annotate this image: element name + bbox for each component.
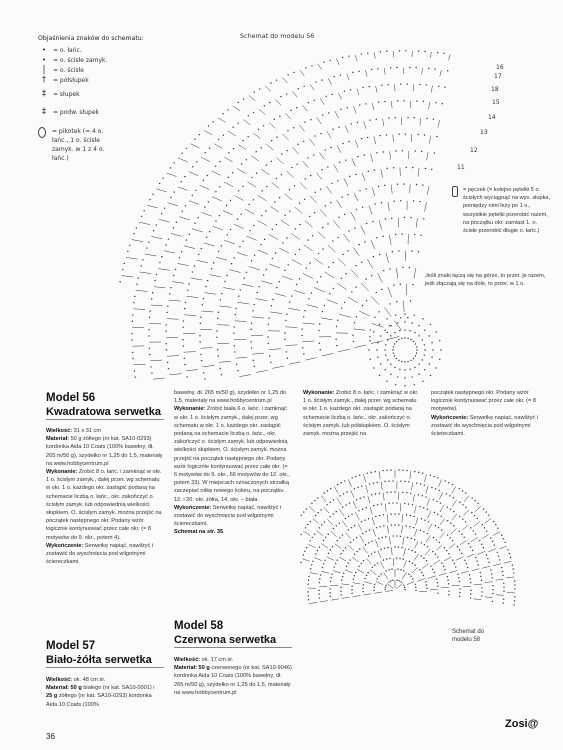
model-57-text (46, 676, 164, 709)
model-58-label: Model 58 (174, 620, 224, 632)
round-number: 14 (488, 114, 496, 121)
paragraph-label: Wykonanie: (174, 406, 206, 413)
paragraph-label: Wielkość: (46, 428, 73, 434)
paragraph-text: początek następnego okr. Podany wzór logicznie kontynuować przez całe okr. (= 8 motywów). (431, 390, 536, 413)
paragraph-text: czerwonego (nr kat. SA10-9046) kordonka Aida 10 Coats (100% bawełny, dł. 265 m/50 g), szydełko nr 1,25 do 1,5, materiały na www.hobbycentrum.pl (174, 665, 292, 696)
paragraph-label: Materiał: 50 g (174, 665, 210, 672)
model-56-column-2 (174, 389, 292, 537)
peczek-note: = pęczek (= kolejno pętelki 5 o. ścisłych wyciągnąć na wys. słupka, pomiędzy nimi leży po 1 o., wszystkie pętelki przerobić razem, na początku okr. zamiast 1. o. ścisłe przerobić długie o. łańc.) (452, 186, 552, 235)
paragraph (174, 405, 292, 503)
paragraph-label: Wykończenie: (174, 504, 212, 511)
model-57-label: Model 57 (46, 640, 96, 652)
model-56-column-4 (431, 389, 549, 438)
legend-symbol-icon: ‡ (41, 88, 47, 99)
model-56-column-3 (303, 389, 421, 438)
legend-items (38, 45, 148, 121)
paragraph (46, 676, 164, 684)
model-57-name: Biało-żółta serwetka (46, 654, 164, 668)
paragraph (46, 542, 164, 567)
legend (38, 34, 148, 163)
paragraph-text: 31 x 31 cm (72, 428, 101, 434)
round-number: 18 (491, 86, 499, 93)
watermark: Zosi@ (505, 718, 539, 730)
paragraph-text: ok. 17 cm śr. (200, 657, 234, 663)
paragraph (174, 664, 292, 697)
legend-pikotek: = pikotek (= 4 o. łańc., 1 o. ścisłe zamyk. w 1 z 4 o. łańc.) (38, 127, 148, 163)
legend-symbol-icon: | (42, 64, 46, 75)
paragraph-label: Wielkość: (174, 657, 201, 663)
paragraph (174, 656, 292, 664)
legend-symbol-icon: • (41, 45, 47, 54)
legend-item-label: = o. ścisłe zamyk. (53, 56, 108, 64)
legend-item-label: = o. łańc. (53, 46, 82, 54)
page-number: 36 (46, 732, 55, 741)
peczek-icon (452, 186, 458, 197)
schema-58-title: Schemat do modelu 58 (452, 629, 485, 644)
arrow-note: Jeśli znaki łączą się na górze, to przer. je razem, jeśli złączają się na dole, to przer. w 1 o. (425, 273, 546, 288)
paragraph-label: Wykończenie: (46, 542, 84, 549)
paragraph-label: 25 g (46, 693, 58, 700)
schema-58-drawing (300, 469, 515, 605)
paragraph-text: białego (nr kat. SA10-0001) i (81, 685, 155, 692)
paragraph-label: Wielkość: (46, 677, 73, 683)
paragraph (431, 389, 549, 414)
paragraph-label: Wykończenie: (431, 414, 469, 421)
legend-symbol-icon: • (41, 55, 47, 64)
paragraph-text: Serwetkę napiąć, nawilżyć i zostawić do wyschnięcia pod wilgotnymi ściereczkami. (174, 504, 282, 528)
paragraph (46, 427, 164, 435)
paragraph-text: 50 g żółtego (nr kat. SA10-0293) kordonka Aida 10 Coats (100% bawełny, dł. 265 m/50 g), szydełko nr 1,25 do 1,5, materiały na www.hobbycentrum.pl (46, 436, 163, 467)
legend-item (38, 75, 148, 85)
paragraph-text: Zrobić biała 6 o. łańc. i zamknąć w okr. 1 o. ścisłym zamyk., dalej przer. wg schematu w okr. 1 o. każdego okr. zastąpić podaną na schemacie liczbą o. łańc., okr. zakończyć o. ścisłym zamyk. lub odpowiednią wielkości słupkiem. O. ścisłym zamyk. można przejść na początek następnego okr. Podany wzór logicznie kontynuować przez całe okr. (= 6 motywów do 9. okr., 66 motywów do 12. okr., potem 33). W miejscach oznaczonych strzałką zaczepiać nitkę nowego koloru, na początku 12. i 20. okr. żółta, 14. okr. – biała. (174, 406, 290, 503)
paragraph-label: Materiał: (46, 436, 70, 443)
legend-title: Objaśnienia znaków do schematu: (38, 35, 144, 42)
paragraph-text: bawełny, dł. 265 m/50 g), szydełko nr 1,25 do 1,5, materiały na www.hobbycentrum.pl (174, 390, 287, 405)
legend-item (38, 55, 148, 65)
model-56-label: Model 56 (46, 392, 96, 404)
paragraph-text: Serwetkę napiąć, nawilżyć i zostawić do wyschnięcia pod wilgotnymi ściereczkami. (431, 414, 539, 438)
paragraph (46, 684, 164, 692)
paragraph-label: Wykonanie: (46, 469, 78, 476)
round-number: 16 (496, 64, 504, 71)
round-number: 12 (470, 147, 478, 154)
legend-item-label: = półsłupek (53, 76, 89, 84)
paragraph-label: Wykonanie: (303, 390, 335, 396)
paragraph (46, 692, 164, 708)
round-number: 15 (492, 99, 500, 106)
paragraph (46, 468, 164, 542)
paragraph-text: Zrobić 8 o. łańc. i zamknąć w okr. 1 o. ścisłym zamyk., dalej przer. wg schematu w okr. 1 o. każdego okr. zastąpić podaną na schemacie liczbą o. łańc., okr. zakończyć o. ścisłym zamyk. lub odpowiednią wielkości słupkiem. O. ścisłym zamyk. można przejść na początek następnego okr. Podany wzór logicznie kontynuować przez całe okr. (= 8 motywów do 9. okr., potem 4). (46, 469, 162, 541)
round-number: 13 (480, 129, 488, 136)
paragraph (174, 504, 292, 529)
paragraph (174, 528, 292, 536)
legend-item (38, 85, 148, 103)
legend-item-label: = o. ścisłe (53, 66, 84, 74)
schema-56-title: Schemat do modelu 56 (240, 32, 315, 40)
model-58-name: Czerwona serwetka (174, 634, 292, 648)
legend-item (38, 65, 148, 75)
legend-symbol-icon: ‡ (41, 106, 47, 117)
paragraph-text: żółtego (nr kat. SA10-0293) kordonka Aida 10 Coats (100% (46, 693, 152, 708)
round-number: 11 (457, 164, 465, 171)
pikotek-icon (38, 127, 46, 138)
model-58-text (174, 656, 292, 697)
legend-item-label: = słupek (53, 90, 80, 98)
paragraph-text: Serwetkę napiąć, nawilżyć i zostawić do wyschnięcia pod wilgotnymi ściereczkami. (46, 542, 154, 566)
legend-symbol-icon: † (41, 74, 47, 85)
paragraph (303, 389, 421, 438)
paragraph-text: Zrobić 8 o. łańc. i zamknąć w okr. 1 o. ścisłym zamyk., dalej przer. wg schematu w okr. 1 o. każdego okr. zastąpić podaną na schemacie liczbą o. łańc., okr. zakończyć o. ścisłym zamyk. lub półsłupkiem. O. ścisłym zamyk. można przejść na (303, 390, 419, 438)
paragraph (174, 389, 292, 405)
model-56-name: Kwadratowa serwetka (46, 406, 164, 420)
paragraph-label: Materiał: 50 g (46, 685, 82, 692)
paragraph-text: ok. 48 cm śr. (72, 677, 106, 683)
paragraph-label: Schemat na str. 35 (174, 529, 224, 536)
legend-item (38, 45, 148, 55)
model-56-column-1 (46, 427, 164, 566)
paragraph (46, 435, 164, 468)
paragraph (431, 414, 549, 439)
round-number: 17 (494, 73, 502, 80)
legend-item-label: = podw. słupek (53, 108, 100, 116)
legend-item (38, 103, 148, 121)
schema-56-drawing (119, 50, 450, 387)
